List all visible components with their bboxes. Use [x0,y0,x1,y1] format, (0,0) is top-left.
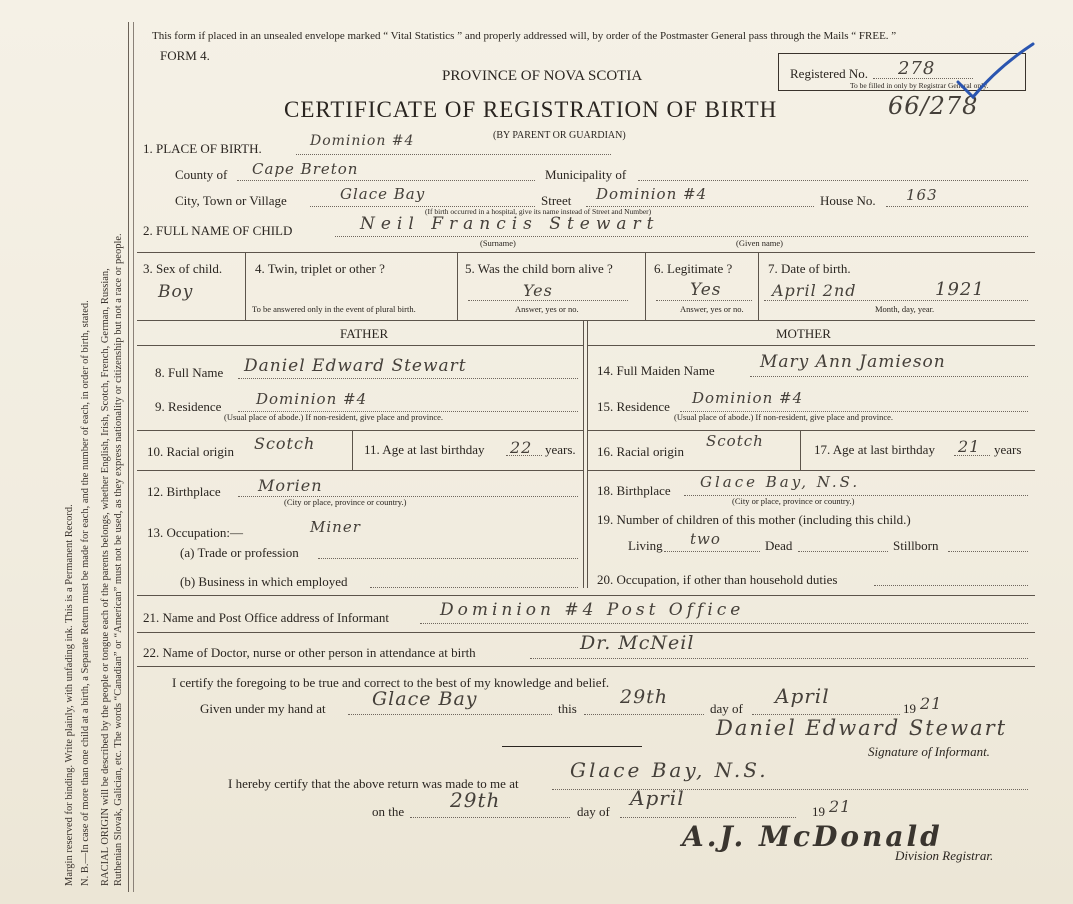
informant-label: 21. Name and Post Office address of Informant [143,610,389,625]
father-heading: FATHER [340,326,389,341]
form-number: FORM 4. [160,48,210,63]
legitimate-line [656,300,752,301]
signature-label: Signature of Informant. [868,744,990,759]
mother-racial-divider [800,430,801,470]
legitimate-value: Yes [690,280,722,300]
father-racial-bottom-rule [137,470,583,471]
child-name-value: Neil Francis Stewart [360,214,660,234]
mother-residence-value: Dominion #4 [692,389,804,407]
mother-age-label: 17. Age at last birthday [814,442,935,457]
on-month: April [630,786,685,810]
place-of-birth-label: 1. PLACE OF BIRTH. [143,141,262,156]
province-heading: PROVINCE OF NOVA SCOTIA [442,68,643,84]
mother-living-value: two [690,530,721,548]
twin-note: To be answered only in the event of plural birth. [252,304,416,314]
father-birthplace-label: 12. Birthplace [147,484,221,499]
informant-value: Dominion #4 Post Office [440,600,745,620]
street-label: Street [541,193,572,208]
registered-value: 278 [898,58,936,79]
certify-top-rule [137,666,1035,667]
alive-line [468,300,628,301]
mother-occupation-line [874,585,1028,586]
given-month: April [775,684,830,708]
father-age-label: 11. Age at last birthday [364,442,485,457]
mother-years: years [994,442,1022,457]
side-note-1: Margin reserved for binding. Write plainly, with unfading ink. This is a Permanent Record. [64,504,75,886]
hereby-label: I hereby certify that the above return was made to me at [228,776,519,791]
given-name-note: (Given name) [736,238,783,248]
mother-living-line [664,551,760,552]
on-day-line [410,817,570,818]
father-trade-line [318,558,578,559]
mother-occupation-label: 20. Occupation, if other than household duties [597,572,838,587]
street-value: Dominion #4 [596,185,708,203]
handwritten-registration-number: 66/278 [888,92,979,120]
legitimate-label: 6. Legitimate ? [654,261,733,276]
mother-age-value: 21 [958,437,981,456]
mother-racial-label: 16. Racial origin [597,444,685,459]
page-title: CERTIFICATE OF REGISTRATION OF BIRTH [284,97,778,122]
given-label: Given under my hand at [200,701,326,716]
father-occupation-label: 13. Occupation:— [147,525,244,540]
mother-residence-note: (Usual place of abode.) If non-resident, give place and province. [674,412,894,422]
mother-birthplace-label: 18. Birthplace [597,483,671,498]
dob-label: 7. Date of birth. [768,261,851,276]
given-place-line [348,714,552,715]
alive-label: 5. Was the child born alive ? [465,261,613,276]
hereby-place: Glace Bay, N.S. [570,758,769,782]
mother-children-label: 19. Number of children of this mother (including this child.) [597,512,911,527]
mother-stillborn-line [948,551,1028,552]
mother-dead-line [798,551,888,552]
on-day-of: day of [577,804,610,819]
binding-margin-rule-inner [133,22,134,892]
municipality-line [638,180,1028,181]
on-month-line [620,817,796,818]
father-age-value: 22 [510,438,533,457]
mother-living-label: Living [628,538,663,553]
given-day-of: day of [710,701,743,716]
row-divider-1 [245,252,246,320]
registered-label: Registered No. [790,66,868,81]
child-name-line [335,236,1028,237]
legitimate-note: Answer, yes or no. [680,304,744,314]
mother-birthplace-note: (City or place, province or country.) [732,496,855,506]
given-month-line [752,714,900,715]
place-of-birth-line [296,154,611,155]
doctor-line [530,658,1028,659]
alive-value: Yes [523,281,553,300]
row-rule-bottom [137,320,1035,321]
county-label: County of [175,167,228,182]
dob-year: 1921 [935,279,985,300]
on-year: 21 [829,797,852,816]
registrar-signature: A.J. McDonald [682,820,943,853]
surname-note: (Surname) [480,238,516,248]
alive-note: Answer, yes or no. [515,304,579,314]
father-years: years. [545,442,576,457]
twin-label: 4. Twin, triplet or other ? [255,261,385,276]
mother-name-value: Mary Ann Jamieson [760,352,946,372]
city-value: Glace Bay [340,185,426,203]
father-racial-top-rule [137,430,583,431]
father-residence-note: (Usual place of abode.) If non-resident, give place and province. [224,412,444,422]
father-birthplace-note: (City or place, province or country.) [284,497,407,507]
father-residence-label: 9. Residence [155,399,222,414]
registered-note: To be filled in only by Registrar General only. [850,81,989,90]
given-day: 29th [620,686,669,708]
binding-margin-rule [128,22,129,892]
place-of-birth-value: Dominion #4 [310,133,415,149]
row-divider-3 [645,252,646,320]
house-label: House No. [820,193,876,208]
mother-heading-rule [588,345,1035,346]
municipality-label: Municipality of [545,167,627,182]
top-notice: This form if placed in an unsealed envelope marked “ Vital Statistics ” and properly addressed will, by order of the Postmaster General pass through the Mails “ FREE. ” [152,30,897,42]
mother-birthplace-value: Glace Bay, N.S. [700,473,861,491]
dob-line [764,300,1028,301]
sex-value: Boy [158,282,194,302]
mother-name-label: 14. Full Maiden Name [597,363,715,378]
father-name-value: Daniel Edward Stewart [244,356,467,376]
county-value: Cape Breton [252,160,359,178]
side-note-4: Ruthenian Slovak, Galician, etc. The words “Canadian” or “American” must not be used, as they express nationality or citizenship but not a race or people. [113,233,124,886]
city-label: City, Town or Village [175,193,287,208]
street-note: (If birth occurred in a hospital, give its name instead of Street and Number) [425,207,652,216]
row-divider-4 [758,252,759,320]
father-racial-label: 10. Racial origin [147,444,235,459]
mother-heading: MOTHER [776,326,831,341]
house-value: 163 [906,186,938,204]
father-racial-divider [352,430,353,470]
subtitle: (BY PARENT OR GUARDIAN) [493,130,626,141]
hereby-line [552,789,1028,790]
father-name-line [238,378,578,379]
registrar-label: Division Registrar. [895,848,994,863]
father-name-label: 8. Full Name [155,365,224,380]
mother-racial-top-rule [588,430,1035,431]
row-rule-top [137,252,1035,253]
sex-label: 3. Sex of child. [143,261,223,276]
on-day: 29th [450,788,501,812]
father-birthplace-value: Morien [258,476,323,495]
doctor-value: Dr. McNeil [580,632,695,654]
mother-residence-label: 15. Residence [597,399,670,414]
dob-note: Month, day, year. [875,304,935,314]
checkmark-icon [948,42,1038,102]
given-year: 21 [920,694,943,713]
mother-stillborn-label: Stillborn [893,538,939,553]
father-occupation-value: Miner [310,518,361,536]
on-year-prefix: 19 [812,804,825,819]
given-year-prefix: 19 [903,701,916,716]
certify-statement: I certify the foregoing to be true and correct to the best of my knowledge and belief. [172,675,610,690]
side-note-2: N. B.—In case of more than one child at a birth, a Separate Return must be made for each, and the number of each, in order of birth, stated. [80,300,91,886]
side-note-3: RACIAL ORIGIN will be described by the people or tongue each of the parents belongs, whether English, Irish, Scotch, French, German, Russian, [100,268,111,886]
signature-stroke [502,746,642,747]
father-residence-value: Dominion #4 [256,390,368,408]
mother-racial-bottom-rule [588,470,1035,471]
given-this: this [558,701,577,716]
mother-dead-label: Dead [765,538,793,553]
father-business-line [370,587,578,588]
mother-name-line [750,376,1028,377]
father-heading-rule [137,345,583,346]
father-trade-label: (a) Trade or profession [180,545,299,560]
informant-signature: Daniel Edward Stewart [716,716,1008,740]
informant-line [420,623,1028,624]
parents-divider [583,320,584,588]
mother-racial-value: Scotch [706,432,764,450]
informant-top-rule [137,595,1035,596]
given-place: Glace Bay [372,688,478,710]
dob-value: April 2nd [772,281,857,300]
house-line [886,206,1028,207]
row-divider-2 [457,252,458,320]
father-racial-value: Scotch [254,434,316,453]
child-name-label: 2. FULL NAME OF CHILD [143,223,293,238]
given-day-line [584,714,704,715]
parents-divider-inner [587,320,588,588]
on-label: on the [372,804,405,819]
doctor-label: 22. Name of Doctor, nurse or other person in attendance at birth [143,645,476,660]
county-line [237,180,535,181]
father-business-label: (b) Business in which employed [180,574,348,589]
